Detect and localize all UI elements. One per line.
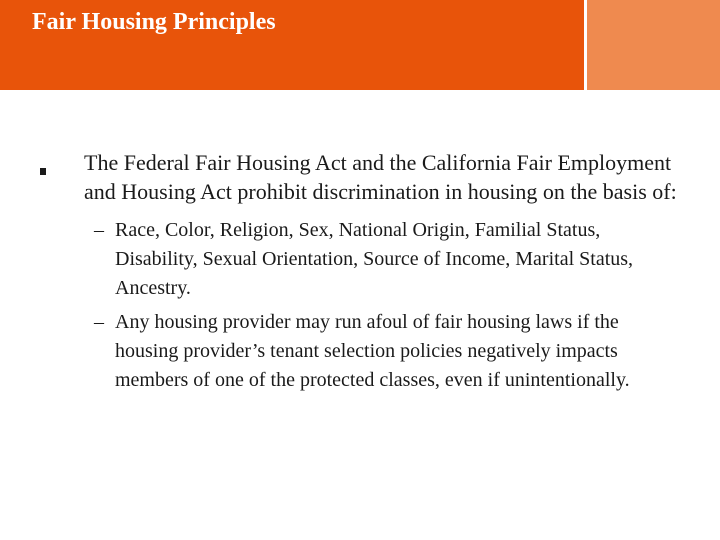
sub-bullet-item <box>0 308 720 395</box>
sentence-period: . <box>624 369 630 391</box>
sub-bullet-text: Race, Color, Religion, Sex, National Origin, Familial Status, Disability, Sexual Orientation, Source of Income, Marital Status, Ancestry. <box>115 219 634 299</box>
sub-bullet-list <box>0 216 720 395</box>
square-bullet-icon <box>40 168 46 175</box>
bullet-text: The Federal Fair Housing Act and the California Fair Employment and Housing Act prohibit discrimination in housing on the basis of: <box>84 150 677 204</box>
emphasized-text: Any housing provider may run afoul of fair housing laws if the housing provider’s tenant selection policies negatively impacts members of one of the protected classes, even if unintentionally <box>115 311 625 391</box>
slide-title: Fair Housing Principles <box>32 9 276 35</box>
dash-bullet-icon: – <box>94 219 104 241</box>
title-bar-accent <box>587 0 720 90</box>
dash-bullet-icon: – <box>94 311 104 333</box>
slide-body <box>0 148 720 400</box>
bullet-item <box>0 148 720 206</box>
sub-bullet-text-emphasis <box>115 308 685 395</box>
sub-bullet-item <box>0 216 720 303</box>
